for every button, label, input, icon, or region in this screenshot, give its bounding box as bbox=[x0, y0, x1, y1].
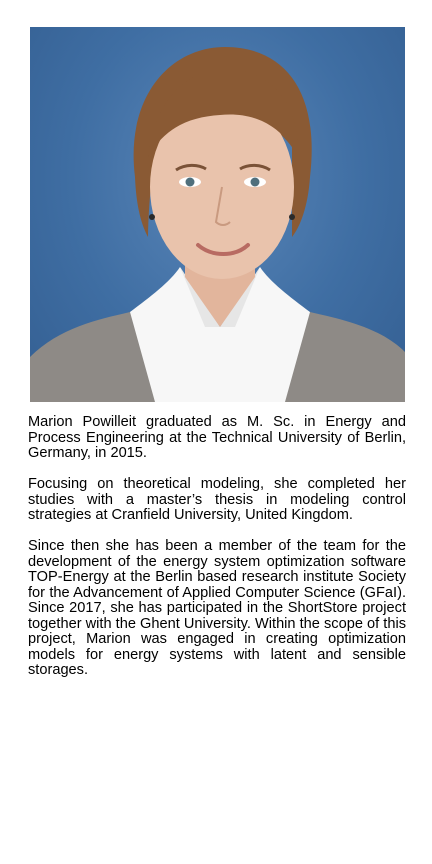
bio-paragraph-thesis: Focusing on theoretical modeling, she completed her studies with a master’s thesis in modeling control strategies at Cranfield University, United Kingdom. bbox=[28, 476, 406, 523]
bio-paragraph-education: Marion Powilleit graduated as M. Sc. in Energy and Process Engineering at the Technical University of Berlin, Germany, in 2015. bbox=[28, 414, 406, 461]
bio-paragraph-career: Since then she has been a member of the team for the development of the energy system optimization software TOP-Energy at the Berlin based research institute Society for the Advancement of Applied Computer Science (GFaI). Since 2017, she has participated in the ShortStore project together with the Ghent University. Within the scope of this project, Marion was engaged in creating optimization models for energy systems with latent and sensible storages. bbox=[28, 538, 406, 678]
portrait-photo bbox=[30, 27, 405, 402]
bio-text bbox=[28, 415, 406, 694]
portrait-illustration bbox=[30, 27, 405, 402]
